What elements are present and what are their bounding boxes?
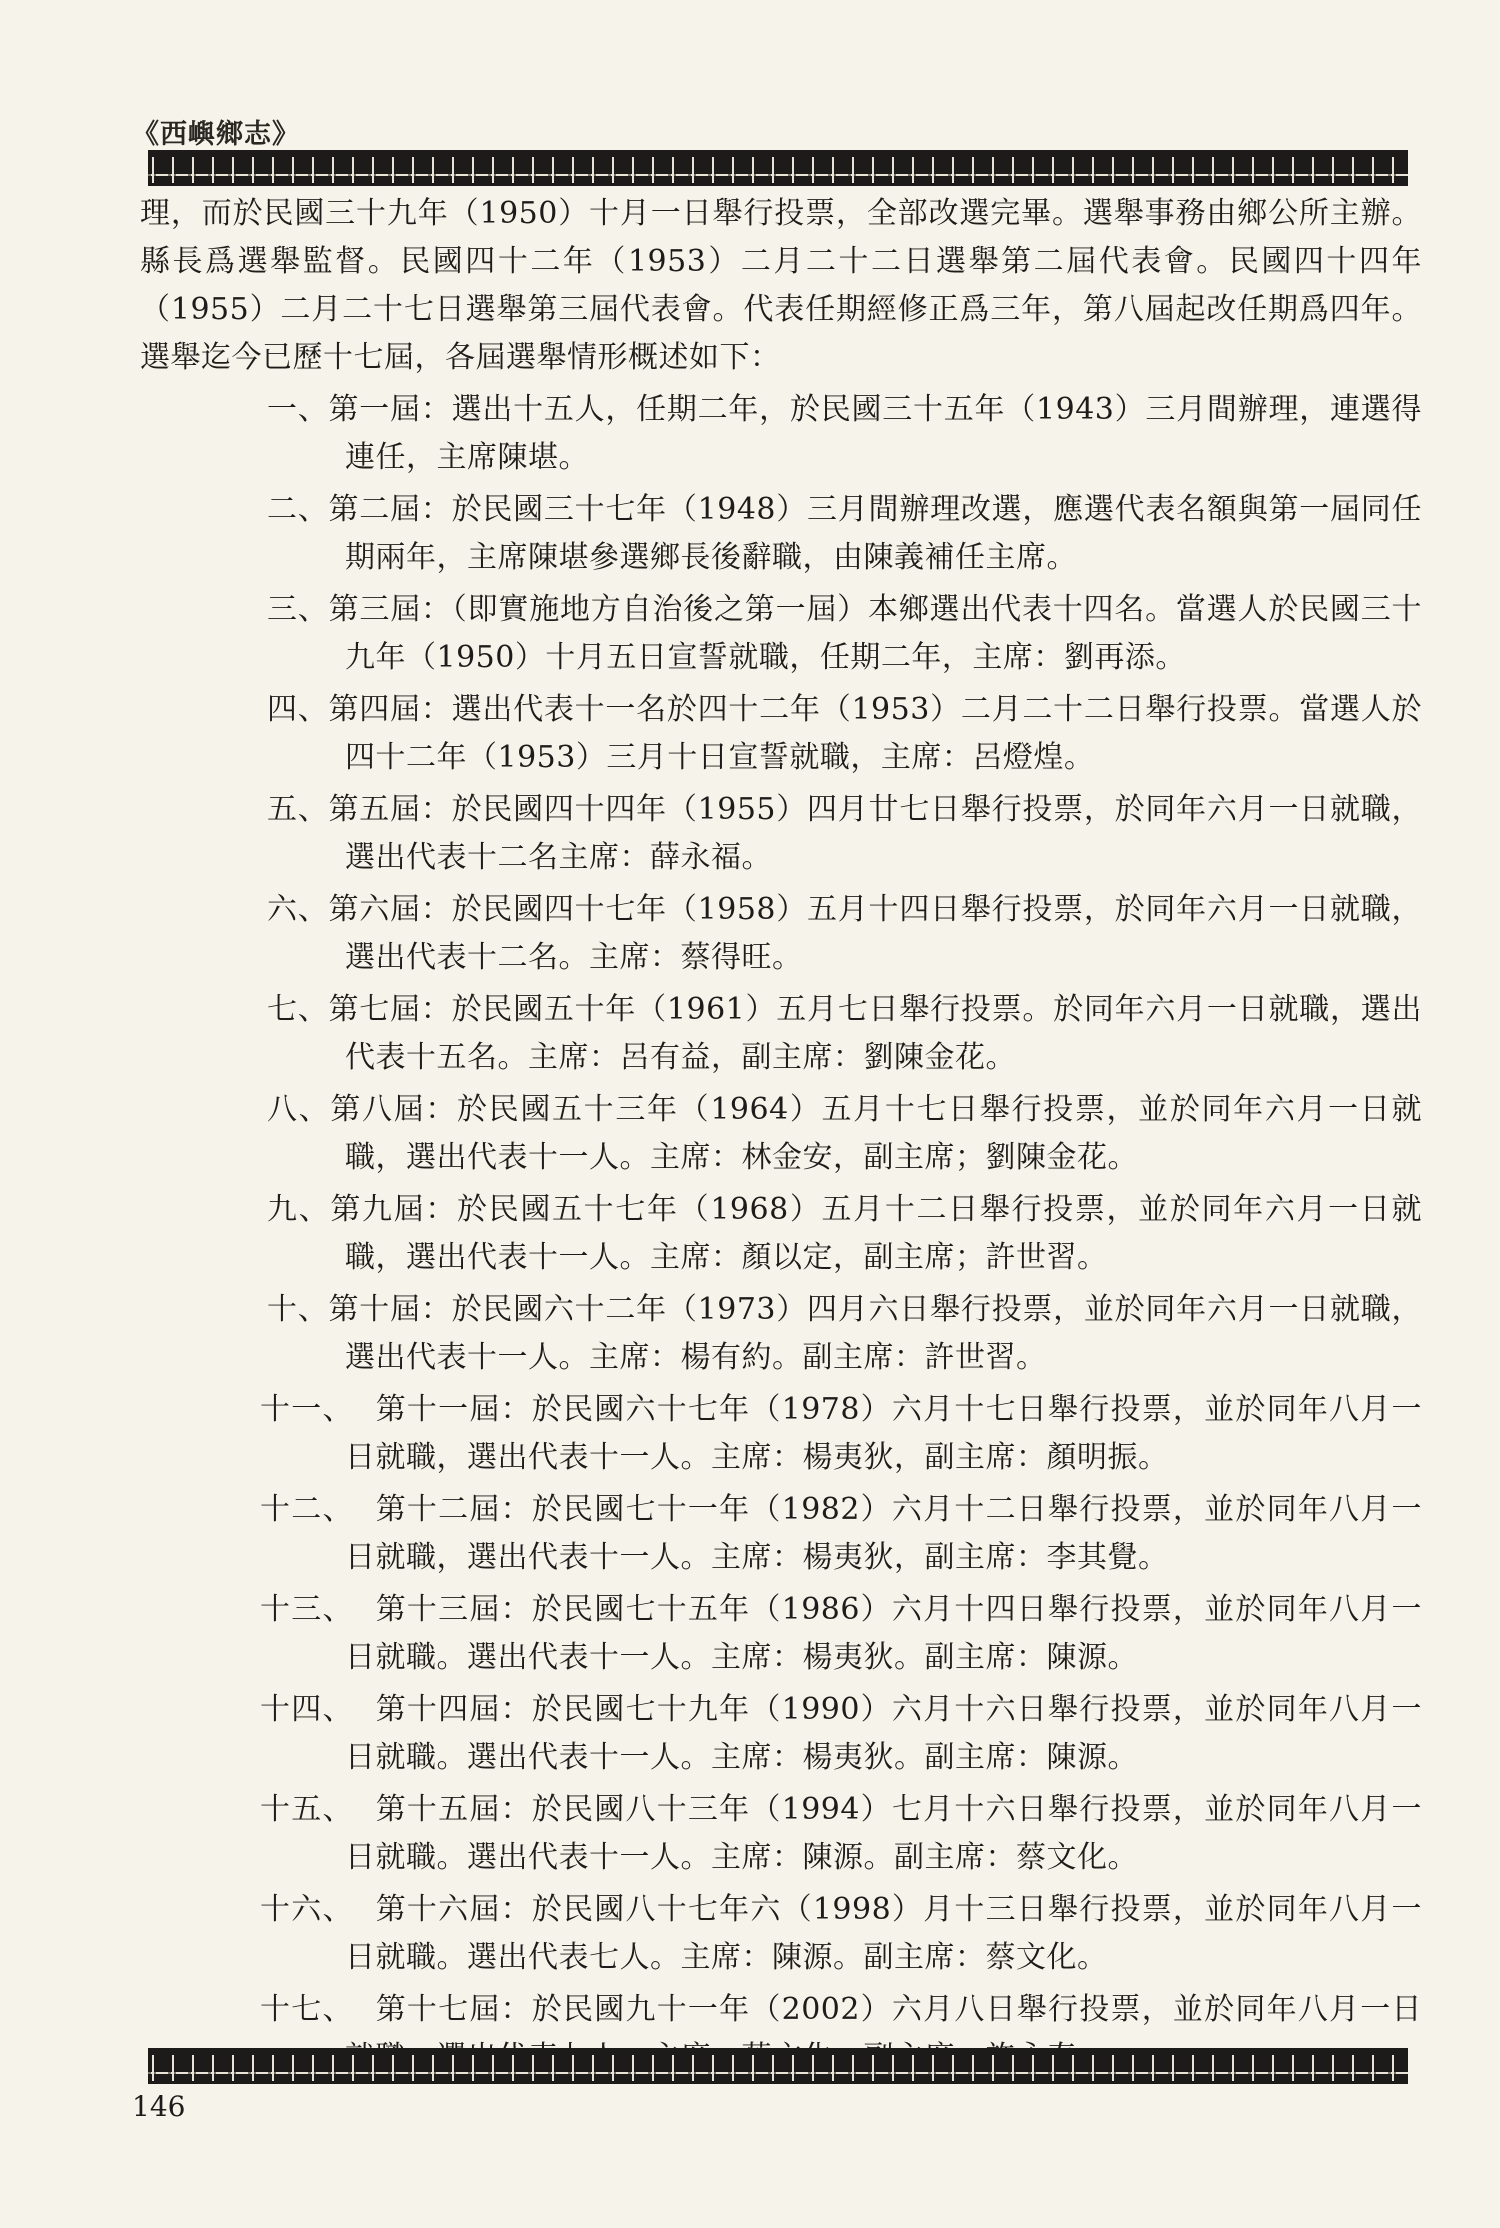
term-marker: 二、: [267, 492, 329, 527]
term-item: [140, 786, 1422, 882]
term-marker: 七、: [267, 992, 329, 1027]
term-text: 第十二屆：於民國七十一年（1982）六月十二日舉行投票，並於同年八月一日就職，選出代表十一人。主席：楊夷狄，副主席：李其覺。: [345, 1492, 1423, 1575]
intro-paragraph: 理，而於民國三十九年（1950）十月一日舉行投票，全部改選完畢。選舉事務由鄉公所主辦。縣長爲選舉監督。民國四十二年（1953）二月二十二日選舉第二屆代表會。民國四十四年（1955）二月二十七日選舉第三屆代表會。代表任期經修正爲三年，第八屆起改任期爲四年。選舉迄今已歷十七屆，各屆選舉情形概述如下：: [140, 196, 1422, 375]
term-item: [140, 886, 1422, 982]
term-text: 第四屆：選出代表十一名於四十二年（1953）二月二十二日舉行投票。當選人於四十二年（1953）三月十日宣誓就職，主席：呂燈煌。: [328, 692, 1422, 775]
term-marker: 八、: [267, 1092, 331, 1127]
term-marker: 十、: [267, 1292, 329, 1327]
term-item: [140, 986, 1422, 1082]
term-item: [140, 486, 1422, 582]
term-marker: 九、: [267, 1192, 331, 1227]
term-item: [140, 386, 1422, 482]
term-item: [140, 1286, 1422, 1382]
term-text: 第十四屆：於民國七十九年（1990）六月十六日舉行投票，並於同年八月一日就職。選出代表十一人。主席：楊夷狄。副主席：陳源。: [345, 1692, 1423, 1775]
term-item: [140, 1486, 1422, 1582]
top-decorative-border: [148, 150, 1408, 186]
term-item: [140, 1886, 1422, 1982]
term-marker: 十一、: [260, 1392, 354, 1427]
term-marker: 十五、: [260, 1792, 354, 1827]
term-marker: 十二、: [260, 1492, 354, 1527]
term-text: 第十七屆：於民國九十一年（2002）六月八日舉行投票，並於同年八月一日: [375, 1992, 1423, 2027]
bottom-decorative-border: [148, 2048, 1408, 2084]
term-text: 第三屆：（即實施地方自治後之第一屆）本鄉選出代表十四名。當選人於民國三十九年（1950）十月五日宣誓就職，任期二年，主席：劉再添。: [328, 592, 1423, 675]
term-marker: 五、: [267, 792, 329, 827]
term-item: [140, 586, 1422, 682]
term-item: [140, 1686, 1422, 1782]
term-text: 第九屆：於民國五十七年（1968）五月十二日舉行投票，並於同年六月一日就職，選出代表十一人。主席：顏以定，副主席；許世習。: [330, 1192, 1422, 1275]
term-item: [140, 1386, 1422, 1482]
term-text: 第十一屆：於民國六十七年（1978）六月十七日舉行投票，並於同年八月一日就職，選出代表十一人。主席：楊夷狄，副主席：顏明振。: [345, 1392, 1423, 1475]
term-text: 第一屆：選出十五人，任期二年，於民國三十五年（1943）三月間辦理，連選得連任，主席陳堪。: [328, 392, 1422, 475]
term-text: 第五屆：於民國四十四年（1955）四月廿七日舉行投票，於同年六月一日就職，選出代表十二名主席：薛永福。: [328, 792, 1422, 875]
term-marker: 四、: [267, 692, 329, 727]
term-text: 第十屆：於民國六十二年（1973）四月六日舉行投票，並於同年六月一日就職，選出代表十一人。主席：楊有約。副主席：許世習。: [328, 1292, 1422, 1375]
term-marker: 三、: [267, 592, 329, 627]
running-head: 《西嶼鄉志》: [132, 119, 300, 150]
term-marker: 十七、: [260, 1992, 354, 2027]
page-number: 146: [132, 2090, 186, 2123]
term-text: 第六屆：於民國四十七年（1958）五月十四日舉行投票，於同年六月一日就職，選出代表十二名。主席：蔡得旺。: [328, 892, 1422, 975]
term-text: 第十三屆：於民國七十五年（1986）六月十四日舉行投票，並於同年八月一日就職。選出代表十一人。主席：楊夷狄。副主席：陳源。: [345, 1592, 1423, 1675]
term-text: 第八屆：於民國五十三年（1964）五月十七日舉行投票，並於同年六月一日就職，選出代表十一人。主席：林金安，副主席；劉陳金花。: [330, 1092, 1422, 1175]
term-text: 第二屆：於民國三十七年（1948）三月間辦理改選，應選代表名額與第一屆同任期兩年，主席陳堪參選鄉長後辭職，由陳義補任主席。: [328, 492, 1422, 575]
term-item: [140, 1586, 1422, 1682]
main-text: [140, 190, 1422, 2082]
term-marker: 一、: [267, 392, 329, 427]
term-marker: 十三、: [260, 1592, 354, 1627]
term-item: [140, 1186, 1422, 1282]
term-marker: 十六、: [260, 1892, 354, 1927]
term-text: 第七屆：於民國五十年（1961）五月七日舉行投票。於同年六月一日就職，選出代表十五名。主席：呂有益，副主席：劉陳金花。: [328, 992, 1422, 1075]
term-item: [140, 1786, 1422, 1882]
term-item: [140, 686, 1422, 782]
term-marker: 十四、: [260, 1692, 354, 1727]
term-marker: 六、: [267, 892, 329, 927]
term-text: 第十五屆：於民國八十三年（1994）七月十六日舉行投票，並於同年八月一日就職。選出代表十一人。主席：陳源。副主席：蔡文化。: [345, 1792, 1423, 1875]
term-text: 第十六屆：於民國八十七年六（1998）月十三日舉行投票，並於同年八月一日就職。選出代表七人。主席：陳源。副主席：蔡文化。: [345, 1892, 1423, 1975]
term-item: [140, 1086, 1422, 1182]
